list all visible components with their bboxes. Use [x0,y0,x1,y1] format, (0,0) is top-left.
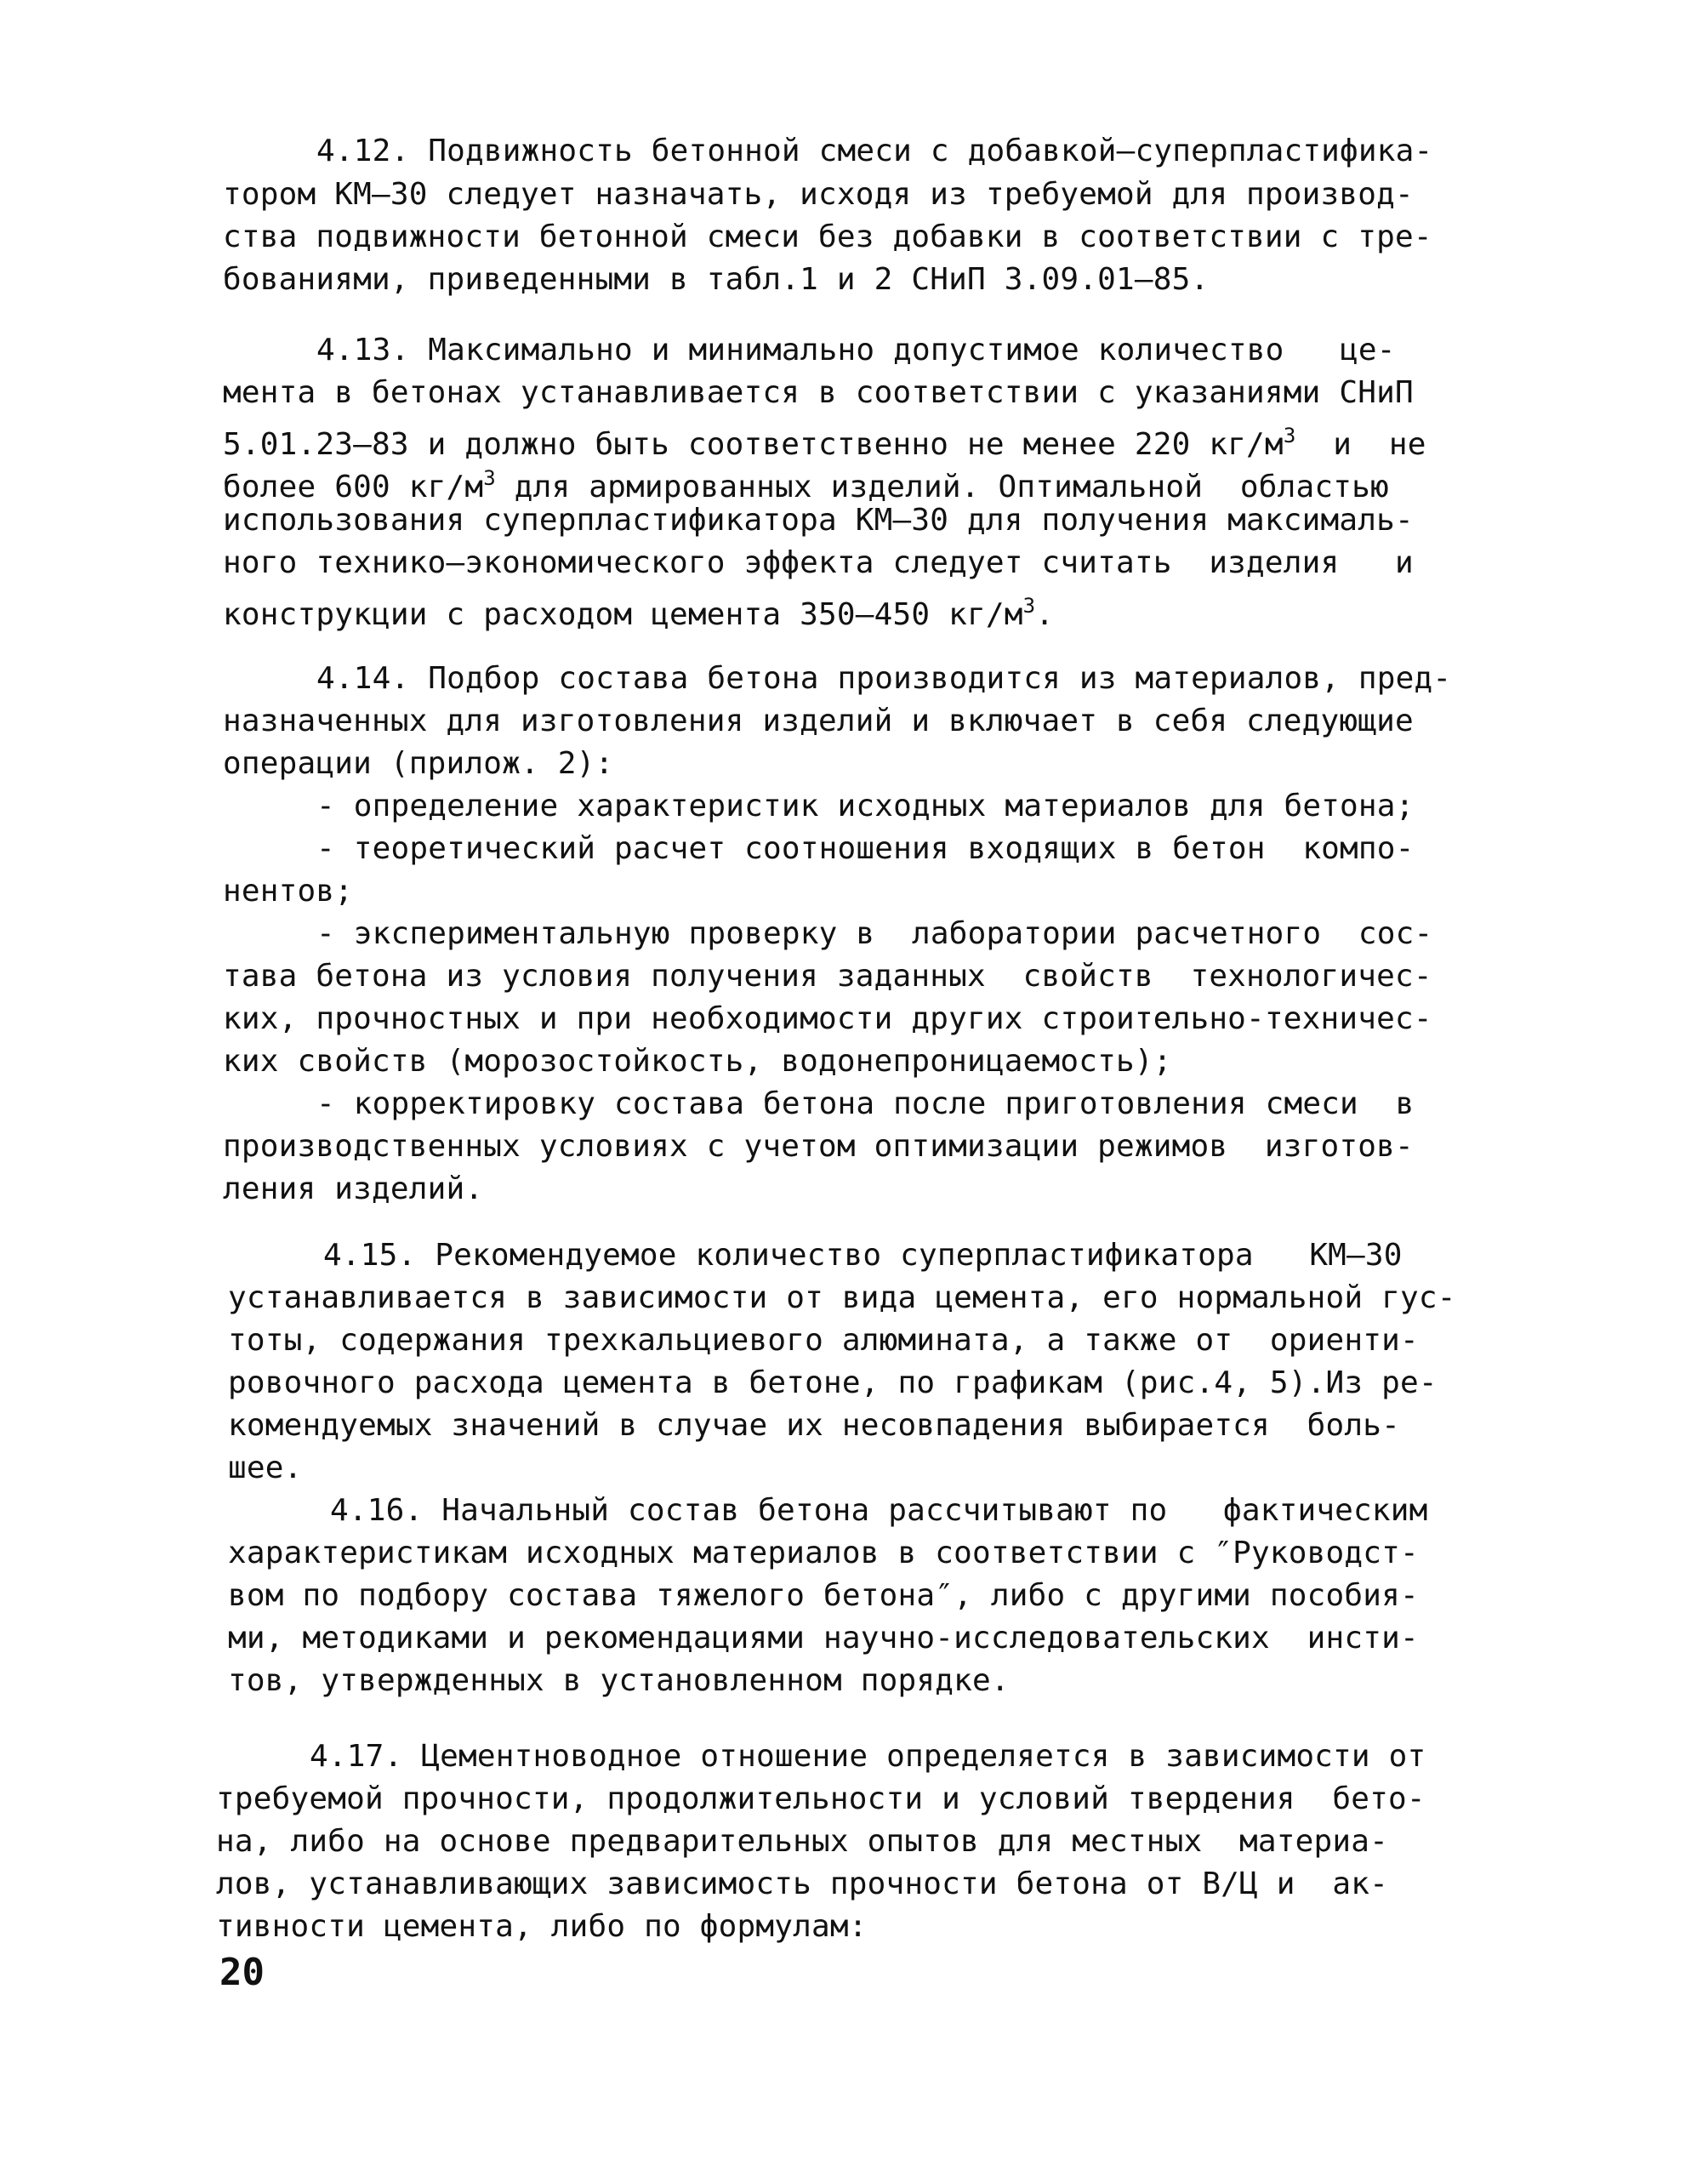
p4-14-line-13: ления изделий. [223,1171,484,1206]
p4-13-line-4 [223,458,1389,504]
p4-16-line-1: 4.16. Начальный состав бетона рассчитывают по фактическим [330,1493,1428,1528]
p4-13-line-4-text: более 600 кг/м [223,470,484,504]
p4-16-line-4: ми, методиками и рекомендациями научно-исследовательских инсти- [228,1621,1419,1656]
p4-14-line-9: ких, прочностных и при необходимости других строительно-техничес- [223,1001,1432,1036]
p4-14-line-12: производственных условиях с учетом оптимизации режимов изготов- [223,1129,1414,1164]
p4-12-line-1: 4.12. Подвижность бетонной смеси с добавкой–суперпластифика- [316,134,1433,168]
p4-17-line-4: лов, устанавливающих зависимость прочности бетона от В/Ц и ак- [216,1866,1389,1901]
superscript-3: 3 [483,466,496,490]
p4-15-line-5: комендуемых значений в случае их несовпадения выбирается боль- [228,1408,1401,1443]
p4-13-line-3-text: 5.01.23–83 и должно быть соответственно не менее 220 кг/м [223,427,1284,462]
p4-13-line-1: 4.13. Максимально и минимально допустимое количество це- [316,333,1396,368]
p4-15-line-2: устанавливается в зависимости от вида цемента, его нормальной гус- [228,1280,1456,1315]
p4-15-line-6: шее. [228,1450,303,1485]
p4-17-line-1: 4.17. Цементноводное отношение определяется в зависимости от [310,1739,1426,1774]
p4-13-line-7-tail: . [1035,597,1055,632]
p4-16-line-2: характеристикам исходных материалов в соответствии с ″Руководст- [228,1536,1419,1570]
p4-12-line-3: ства подвижности бетонной смеси без добавки в соответствии с тре- [223,219,1432,254]
p4-13-line-7-text: конструкции с расходом цемента 350–450 кг/м [223,597,1023,632]
page-number: 20 [219,1951,265,1994]
superscript-3: 3 [1022,594,1036,618]
p4-13-line-6: ного технико–экономического эффекта следует считать изделия и [223,545,1414,580]
p4-13-line-5: использования суперпластификатора КМ–30 для получения максималь- [223,503,1414,538]
p4-14-line-10: ких свойств (морозостойкость, водонепроницаемость); [223,1044,1172,1079]
p4-14-line-3: операции (прилож. 2): [223,746,614,781]
p4-17-line-5: тивности цемента, либо по формулам: [216,1909,868,1944]
p4-14-line-4: - определение характеристик исходных материалов для бетона; [316,789,1415,824]
p4-13-line-3-tail: и не [1295,427,1426,462]
p4-12-line-2: тором КМ–30 следует назначать, исходя из требуемой для производ- [223,177,1414,212]
p4-14-line-2: назначенных для изготовления изделий и включает в себя следующие [223,704,1414,738]
p4-16-line-3: вом по подбору состава тяжелого бетона″, либо с другими пособия- [228,1578,1419,1613]
p4-14-line-6: нентов; [223,874,354,909]
p4-17-line-3: на, либо на основе предварительных опытов для местных материа- [216,1824,1389,1859]
p4-17-line-2: требуемой прочности, продолжительности и условий твердения бето- [216,1781,1426,1816]
p4-13-line-2: мента в бетонах устанавливается в соответствии с указаниями СНиП [223,375,1414,410]
p4-14-line-1: 4.14. Подбор состава бетона производится из материалов, пред- [316,661,1452,696]
p4-12-line-4: бованиями, приведенными в табл.1 и 2 СНиП 3.09.01–85. [223,262,1210,297]
p4-14-line-8: тава бетона из условия получения заданных свойств технологичес- [223,959,1432,994]
p4-15-line-1: 4.15. Рекомендуемое количество суперпластификатора КМ–30 [323,1238,1403,1273]
p4-13-line-7 [223,585,1055,632]
p4-16-line-5: тов, утвержденных в установленном порядке. [228,1663,1010,1698]
p4-14-line-7: - экспериментальную проверку в лаборатории расчетного сос- [316,916,1433,951]
p4-15-line-3: тоты, содержания трехкальциевого алюмината, а также от ориенти- [228,1323,1419,1358]
p4-13-line-3 [223,415,1426,462]
p4-14-line-11: - корректировку состава бетона после приготовления смеси в [316,1086,1415,1121]
superscript-3: 3 [1283,424,1296,447]
p4-14-line-5: - теоретический расчет соотношения входящих в бетон компо- [316,831,1415,866]
p4-13-line-4-tail: для армированных изделий. Оптимальной областью [495,470,1389,504]
p4-15-line-4: ровочного расхода цемента в бетоне, по графикам (рис.4, 5).Из ре- [228,1365,1438,1400]
